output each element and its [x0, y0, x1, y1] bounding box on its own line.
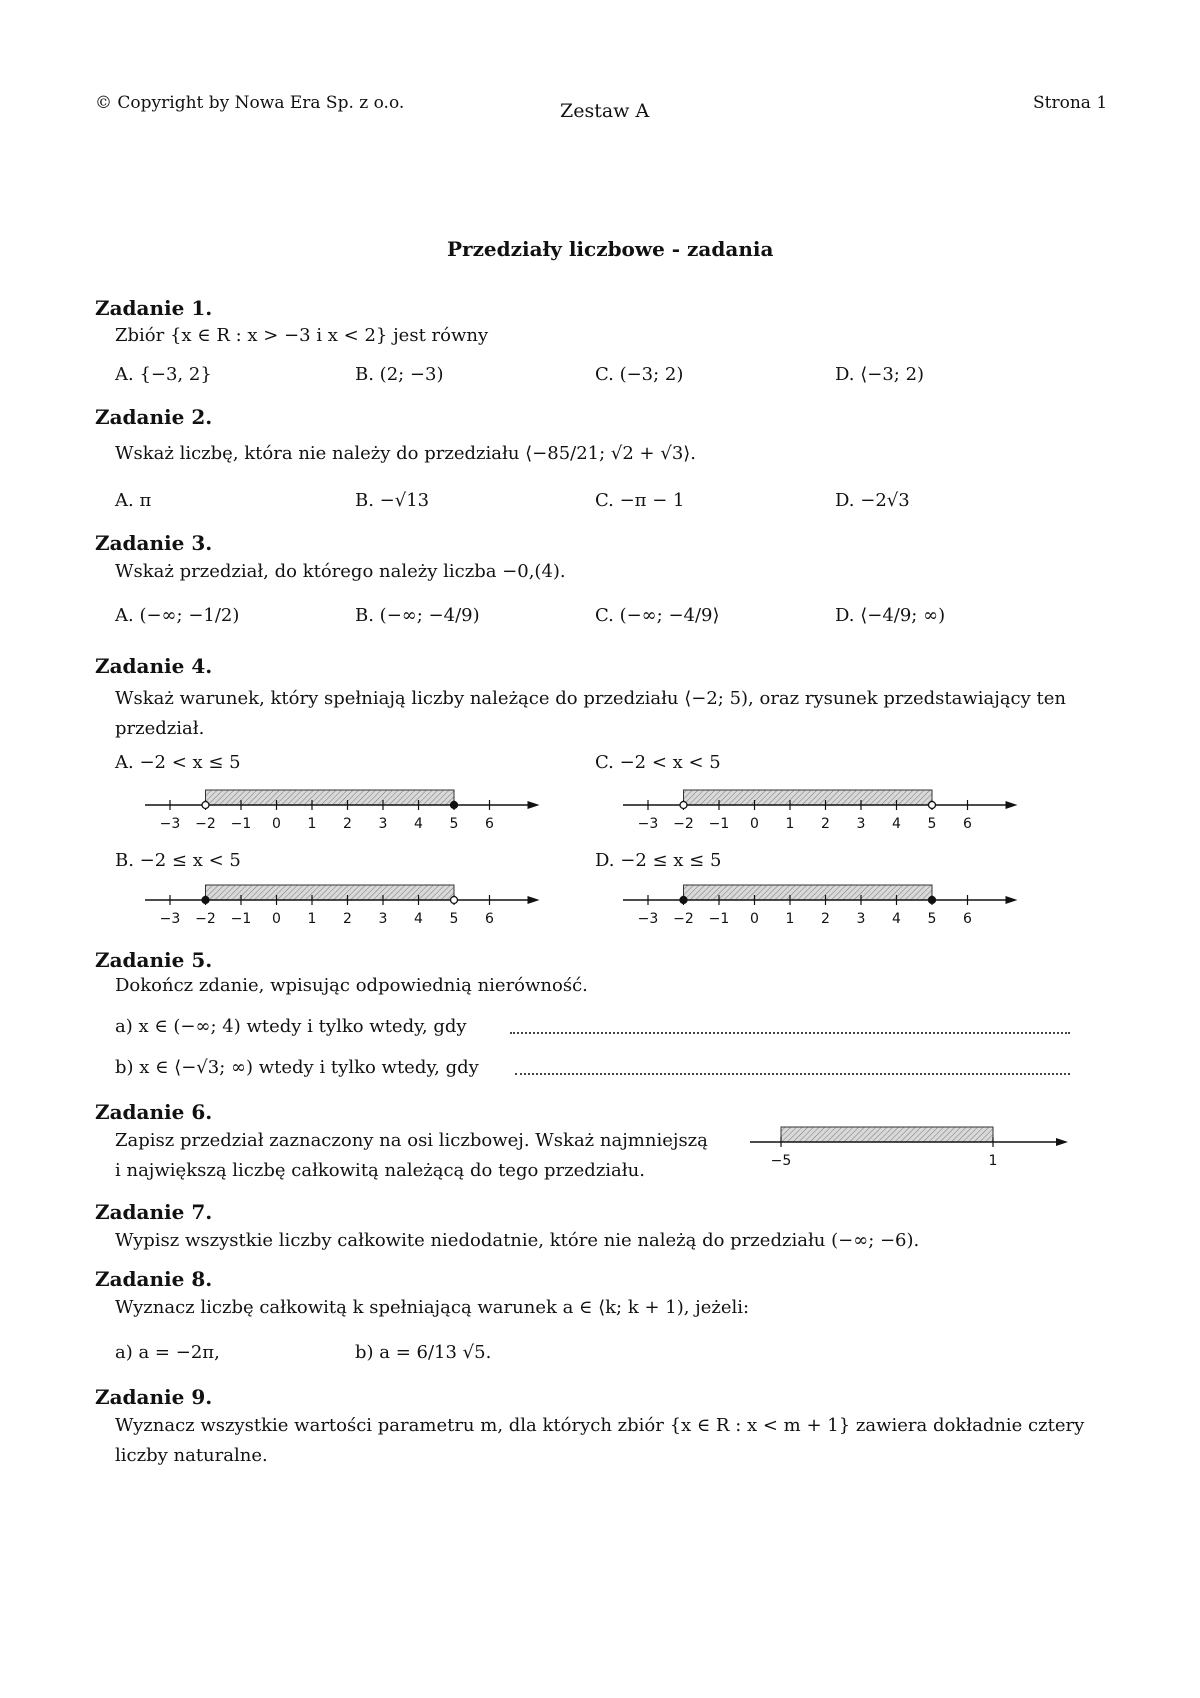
task-6-text-line-2: i największą liczbę całkowitą należącą do tego przedziału. [115, 1160, 645, 1181]
task-4-heading: Zadanie 4. [95, 654, 213, 678]
tick-label: 0 [272, 911, 281, 927]
tick-label: 4 [414, 816, 423, 832]
task-6-heading: Zadanie 6. [95, 1100, 213, 1124]
number-line-task-6 [750, 1127, 1068, 1169]
task-2-option-c: C. −π − 1 [595, 490, 685, 511]
tick-label: −2 [673, 816, 694, 832]
task-3-text: Wskaż przedział, do którego należy liczba −0,(4). [115, 561, 566, 582]
task-4-option-b: B. −2 ≤ x < 5 [115, 850, 241, 871]
task-8-item-b: b) a = 6/13 √5. [355, 1342, 492, 1363]
axis-arrow [1056, 1138, 1068, 1146]
task-8-text: Wyznacz liczbę całkowitą k spełniającą warunek a ∈ ⟨k; k + 1), jeżeli: [115, 1297, 750, 1318]
endpoint-left [202, 897, 209, 904]
endpoint-right [929, 897, 936, 904]
answer-line-a[interactable] [510, 1032, 1070, 1034]
task-9-text-line-2: liczby naturalne. [115, 1445, 268, 1466]
task-3-option-d: D. ⟨−4/9; ∞) [835, 605, 946, 626]
endpoint-right [451, 897, 458, 904]
task-2-option-d: D. −2√3 [835, 490, 910, 511]
task-9-text-line-1: Wyznacz wszystkie wartości parametru m, dla których zbiór {x ∈ R : x < m + 1} zawiera dokładnie cztery [115, 1415, 1085, 1436]
interval-band [781, 1127, 993, 1142]
tick-label: 3 [856, 911, 866, 927]
page-number: Strona 1 [1033, 93, 1108, 113]
task-1-option-b: B. (2; −3) [355, 364, 444, 385]
task-9-heading: Zadanie 9. [95, 1385, 213, 1409]
tick-label: 2 [821, 816, 830, 832]
tick-label: −3 [159, 816, 181, 832]
tick-label: 1 [785, 911, 795, 927]
task-5-text: Dokończ zdanie, wpisując odpowiednią nierówność. [115, 975, 588, 996]
axis-arrow [1006, 896, 1018, 904]
task-4-option-d: D. −2 ≤ x ≤ 5 [595, 850, 722, 871]
tick-label: 1 [785, 816, 795, 832]
task-1-option-a: A. {−3, 2} [115, 364, 212, 385]
tick-label: −3 [637, 816, 659, 832]
axis-arrow [1006, 801, 1018, 809]
tick-label: 1 [307, 816, 317, 832]
task-1-heading: Zadanie 1. [95, 296, 213, 320]
tick-label: 0 [272, 816, 281, 832]
axis-arrow [528, 801, 540, 809]
axis-arrow [528, 896, 540, 904]
number-line-a [145, 790, 540, 832]
tick-label: 2 [821, 911, 830, 927]
task-2-text: Wskaż liczbę, która nie należy do przedziału ⟨−85/21; √2 + √3⟩. [115, 443, 697, 464]
tick-label: 4 [892, 911, 901, 927]
tick-label: 0 [750, 911, 759, 927]
tick-label: −2 [195, 816, 216, 832]
task-4-option-a: A. −2 < x ≤ 5 [115, 752, 241, 773]
endpoint-left [680, 802, 687, 809]
tick-label: 1 [988, 1153, 998, 1169]
interval-band [684, 885, 933, 900]
tick-label: −2 [195, 911, 216, 927]
number-line-b [145, 885, 540, 927]
number-line-c [623, 790, 1018, 832]
tick-label: 4 [414, 911, 423, 927]
tick-label: 6 [485, 816, 494, 832]
endpoint-left [680, 897, 687, 904]
task-1-text: Zbiór {x ∈ R : x > −3 i x < 2} jest równy [115, 325, 489, 346]
task-8-heading: Zadanie 8. [95, 1267, 213, 1291]
tick-label: 3 [378, 816, 388, 832]
tick-label: −3 [637, 911, 659, 927]
task-1-option-d: D. ⟨−3; 2) [835, 364, 925, 385]
tick-label: −2 [673, 911, 694, 927]
task-6-text-line-1: Zapisz przedział zaznaczony na osi liczbowej. Wskaż najmniejszą [115, 1130, 708, 1151]
task-4-text: Wskaż warunek, który spełniają liczby należące do przedziału ⟨−2; 5), oraz rysunek przedstawiający ten przedział. [115, 688, 1066, 739]
task-3-heading: Zadanie 3. [95, 531, 213, 555]
interval-band [206, 885, 455, 900]
tick-label: −1 [230, 911, 252, 927]
task-3-option-c: C. (−∞; −4/9⟩ [595, 605, 720, 626]
tick-label: 5 [449, 816, 459, 832]
tick-label: 6 [963, 816, 972, 832]
task-5-heading: Zadanie 5. [95, 948, 213, 972]
endpoint-right [929, 802, 936, 809]
page-title: Przedziały liczbowe - zadania [447, 237, 774, 261]
tick-label: −1 [230, 816, 252, 832]
tick-label: 6 [485, 911, 494, 927]
tick-label: 0 [750, 816, 759, 832]
task-3-option-a: A. (−∞; −1/2) [115, 605, 240, 626]
tick-label: 2 [343, 816, 352, 832]
interval-band [684, 790, 933, 805]
tick-label: 5 [927, 816, 937, 832]
copyright-text: © Copyright by Nowa Era Sp. z o.o. [95, 93, 405, 113]
endpoint-left [202, 802, 209, 809]
task-2-option-a: A. π [115, 490, 152, 511]
task-5-item-b: b) x ∈ ⟨−√3; ∞) wtedy i tylko wtedy, gdy [115, 1057, 479, 1078]
interval-band [206, 790, 455, 805]
task-7-heading: Zadanie 7. [95, 1200, 213, 1224]
endpoint-right [451, 802, 458, 809]
tick-label: −1 [708, 911, 730, 927]
tick-label: 5 [449, 911, 459, 927]
tick-label: −1 [708, 816, 730, 832]
task-2-option-b: B. −√13 [355, 490, 430, 511]
tick-label: 6 [963, 911, 972, 927]
task-7-text: Wypisz wszystkie liczby całkowite niedodatnie, które nie należą do przedziału (−∞; −6). [115, 1230, 920, 1251]
tick-label: 3 [378, 911, 388, 927]
tick-label: −3 [159, 911, 181, 927]
tick-label: 2 [343, 911, 352, 927]
task-4-option-c: C. −2 < x < 5 [595, 752, 721, 773]
tick-label: 1 [307, 911, 317, 927]
tick-label: 5 [927, 911, 937, 927]
task-8-item-a: a) a = −2π, [115, 1342, 220, 1363]
set-label: Zestaw A [560, 100, 650, 122]
task-3-option-b: B. (−∞; −4/9) [355, 605, 480, 626]
task-1-option-c: C. (−3; 2) [595, 364, 684, 385]
tick-label: −5 [770, 1153, 792, 1169]
tick-label: 3 [856, 816, 866, 832]
number-line-d [623, 885, 1018, 927]
task-5-item-a: a) x ∈ (−∞; 4) wtedy i tylko wtedy, gdy [115, 1016, 467, 1037]
answer-line-b[interactable] [515, 1073, 1070, 1075]
task-2-heading: Zadanie 2. [95, 405, 213, 429]
tick-label: 4 [892, 816, 901, 832]
